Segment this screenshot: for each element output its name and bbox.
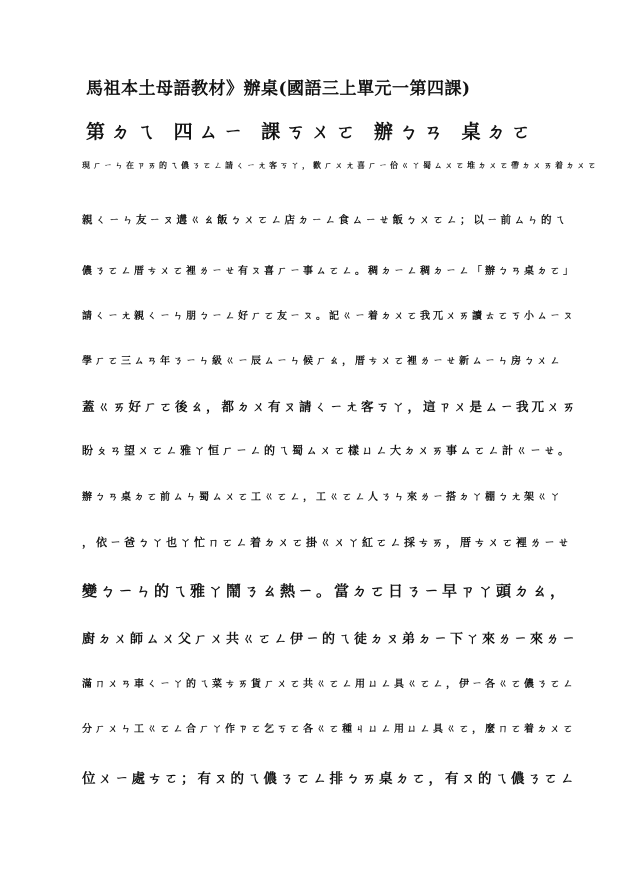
text-line: 分ㄏㄨㄣ工ㄍㄛㄥ合ㄏㄚ作ㄗㄛ乞ㄎㄛ各ㄍㄛ種ㄐㄩㄥ用ㄩㄥ具ㄍㄛ，麼ㄇㄛ着ㄉㄨㄛ bbox=[82, 724, 576, 735]
text-line: 位ㄨㄧ處ㄘㄛ；有ㄡ的ㄟ儂ㄋㄛㄥ排ㄅㄞ桌ㄉㄛ，有ㄡ的ㄟ儂ㄋㄛㄥ bbox=[82, 771, 577, 787]
text-line: 親ㄑㄧㄣ友ㄧㄡ遘ㄍㄠ飯ㄅㄨㄛㄥ店ㄉㄧㄥ食ㄙㄧㄝ飯ㄅㄨㄛㄥ；以ㄧ前ㄙㄣ的ㄟ bbox=[82, 214, 568, 226]
text-line: ，依ㄧ爸ㄅㄚ也ㄚ忙ㄇㄛㄥ着ㄉㄨㄛ掛ㄍㄨㄚ紅ㄛㄥ採ㄘㄞ，厝ㄘㄨㄛ裡ㄌㄧㄝ bbox=[82, 536, 572, 549]
text-line: 蓋ㄍㄞ好ㄏㄛ後ㄠ，都ㄉㄨ有ㄡ請ㄑㄧㄤ客ㄎㄚ，這ㄗㄨ是ㄙㄧ我ㄫㄨㄞ bbox=[82, 399, 579, 414]
text-line: 儂ㄋㄛㄥ厝ㄘㄨㄛ裡ㄌㄧㄝ有ㄡ喜ㄏㄧ事ㄙㄛㄥ。稠ㄉㄧㄥ稠ㄉㄧㄥ「辦ㄅㄢ桌ㄉㄛ」 bbox=[82, 266, 576, 277]
lesson-title: 第ㄉㄟ 四ㄙㄧ 課ㄎㄨㄛ 辦ㄅㄢ 桌ㄉㄛ bbox=[86, 121, 537, 143]
text-line: 學ㄏㄛ三ㄙㄢ年ㄋㄧㄣ級ㄍㄧ辰ㄙㄧㄣ候ㄏㄠ，厝ㄘㄨㄛ裡ㄌㄧㄝ新ㄙㄧㄣ房ㄅㄨㄥ bbox=[82, 356, 563, 367]
document-header: 馬祖本土母語教材》辦桌(國語三上單元一第四課) bbox=[86, 79, 471, 99]
text-line: 變ㄅㄧㄣ的ㄟ雅ㄚ鬧ㄋㄠ熱ㄧ。當ㄉㄛ日ㄋㄧ早ㄗㄚ頭ㄉㄠ， bbox=[82, 582, 569, 600]
text-line: 滿ㄇㄨㄢ車ㄑㄧㄚ的ㄟ菜ㄘㄞ貨ㄏㄨㄛ共ㄍㄛㄥ用ㄩㄥ具ㄍㄛㄥ，伊ㄧ各ㄍㄛ儂ㄋㄛㄥ bbox=[82, 679, 576, 690]
text-line: 請ㄑㄧㄤ親ㄑㄧㄣ朋ㄅㄧㄥ好ㄏㄛ友ㄧㄡ。記ㄍㄧ着ㄉㄨㄛ我ㄫㄨㄞ讀ㄊㄛㄎ小ㄙㄧㄡ bbox=[82, 311, 576, 322]
text-line: 廚ㄉㄨ師ㄙㄨ父ㄏㄨ共ㄍㄛㄥ伊ㄧ的ㄟ徒ㄉㄡ弟ㄉㄧ下ㄚ來ㄌㄧ來ㄌㄧ bbox=[82, 632, 579, 647]
text-line: 現ㄏㄧㄣ在ㄗㄞ的ㄟ儂ㄋㄛㄥ請ㄑㄧㄤ客ㄎㄚ，歡ㄏㄨㄤ喜ㄏㄧ佮ㄍㄚ蜀ㄙㄨㄛ堆ㄉㄨㄛ帶ㄉㄨㄞ着ㄉㄨㄛ bbox=[82, 160, 599, 170]
text-line: 盼ㄆㄢ望ㄨㄛㄥ雅ㄚ恒ㄏㄧㄥ的ㄟ蜀ㄙㄨㄛ樣ㄩㄥ大ㄉㄨㄞ事ㄙㄛㄥ計ㄍㄧㄝ。 bbox=[82, 444, 572, 457]
text-line: 辦ㄅㄢ桌ㄉㄛ前ㄙㄣ蜀ㄙㄨㄛ工ㄍㄛㄥ，工ㄍㄛㄥ人ㄋㄣ來ㄌㄧ搭ㄉㄚ棚ㄅㄤ架ㄍㄚ bbox=[82, 492, 563, 503]
